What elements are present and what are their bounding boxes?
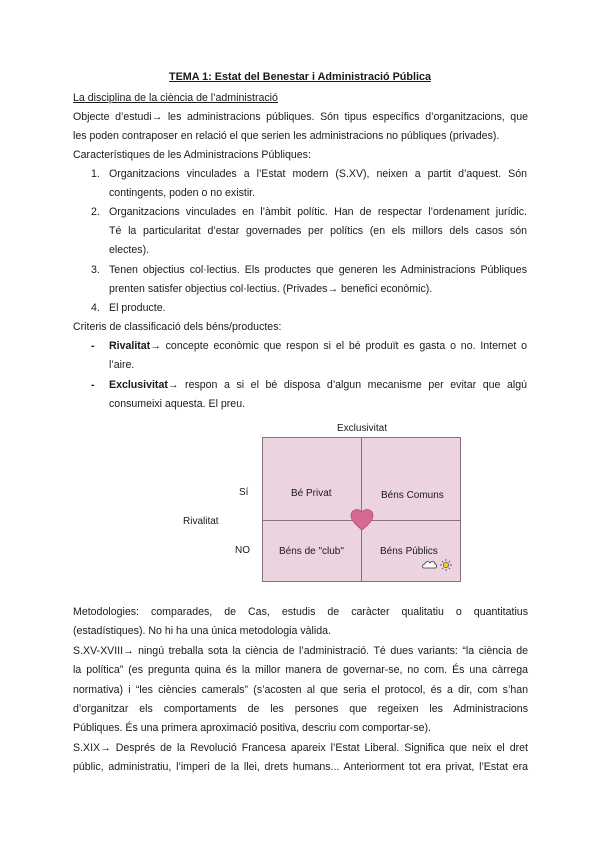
cloud-sun-icon bbox=[421, 558, 455, 572]
cell-common-goods: Béns Comuns bbox=[381, 490, 444, 501]
intro-line-1: Objecte d’estudi→ les administracions públiques. Són tipus específics d’organitzacions, que bbox=[73, 111, 528, 123]
criteria-text: l’aire. bbox=[109, 359, 135, 371]
diagram-row-no: NO bbox=[235, 545, 250, 556]
list-item-text: El producte. bbox=[109, 302, 166, 314]
body-line: públic, administratiu, l’imperi de la llei, drets humans... Anteriorment tot era privat, l’Estat era bbox=[73, 761, 528, 773]
body-line: (estadístiques). No hi ha una única metodologia vàlida. bbox=[73, 625, 331, 637]
cell-public-goods: Béns Públics bbox=[380, 546, 438, 557]
diagram-side-label: Rivalitat bbox=[183, 516, 219, 527]
list-item-text: Organitzacions vinculades en l’àmbit polític. Han de respectar l’ordenament jurídic. bbox=[109, 206, 527, 218]
list-item-number: 1. bbox=[91, 168, 100, 180]
body-line: S.XIX→ Després de la Revolució Francesa apareix l’Estat Liberal. Significa que neix el dret bbox=[73, 742, 528, 754]
list-item-text: electes). bbox=[109, 244, 150, 256]
criteria-item bbox=[109, 340, 527, 353]
criteria-text: consumeixi aquesta. El preu. bbox=[109, 398, 246, 410]
criteria-term: Rivalitat bbox=[109, 340, 151, 352]
criteria-term: Exclusivitat bbox=[109, 379, 168, 391]
list-item-text: Tenen objectius col·lectius. Els productes que generen les Administracions Públiques bbox=[109, 264, 527, 276]
diagram-top-label: Exclusivitat bbox=[337, 423, 388, 434]
list-item-text: contingents, poden o no existir. bbox=[109, 187, 256, 199]
criteria-text: → respon a si el bé disposa d’algun mecanisme per evitar que algú bbox=[167, 379, 527, 391]
cell-private-good: Bé Privat bbox=[291, 488, 332, 499]
intro-line-2: les poden contraposer en relació el que serien les administracions no públiques (privades). bbox=[73, 130, 500, 142]
characteristics-heading: Característiques de les Administracions Públiques: bbox=[73, 149, 311, 161]
diagram-row-si: Sí bbox=[239, 487, 249, 498]
cell-club-goods: Béns de "club" bbox=[279, 546, 344, 557]
heart-icon bbox=[350, 508, 374, 532]
section-heading: La disciplina de la ciència de l’administració bbox=[73, 92, 278, 104]
list-item-number: 2. bbox=[91, 206, 100, 218]
list-item-text: prenten satisfer objectius col·lectius. (Privades→ benefici econòmic). bbox=[109, 283, 433, 295]
body-line: Públiques. És una primera aproximació positiva, descriu com comportar-se). bbox=[73, 722, 431, 734]
body-line: normativa) i “les ciències camerals” (s’acosten al que seria el protocol, és a dir, com s’han bbox=[73, 684, 528, 696]
bullet-dash: - bbox=[91, 379, 95, 391]
bullet-dash: - bbox=[91, 340, 95, 352]
list-item-number: 4. bbox=[91, 302, 100, 314]
body-line: S.XV-XVIII→ ningú treballa sota la ciència de l’administració. Té dues variants: “la ciència de bbox=[73, 645, 528, 657]
body-line: Metodologies: comparades, de Cas, estudis de caràcter qualitatiu o quantitatius bbox=[73, 606, 528, 618]
criteria-text: → concepte econòmic que respon si el bé produït es gasta o no. Internet o bbox=[150, 340, 527, 352]
criteria-item bbox=[109, 379, 527, 392]
criteria-heading: Criteris de classificació dels béns/productes: bbox=[73, 321, 282, 333]
list-item-number: 3. bbox=[91, 264, 100, 276]
page-title: TEMA 1: Estat del Benestar i Administració Pública bbox=[169, 71, 431, 83]
body-line: la política” (es pregunta quina és la millor manera de governar-se, no com. És una càrrega bbox=[73, 664, 528, 676]
body-line: d’organitzar els comportaments de les persones que regeixen les Administracions bbox=[73, 703, 528, 715]
list-item-text: Organitzacions vinculades a l’Estat modern (S.XV), neixen a partit d’aquest. Són bbox=[109, 168, 527, 180]
list-item-text: Té la particularitat d’estar governades per polítics (en els millors dels casos són bbox=[109, 225, 527, 237]
